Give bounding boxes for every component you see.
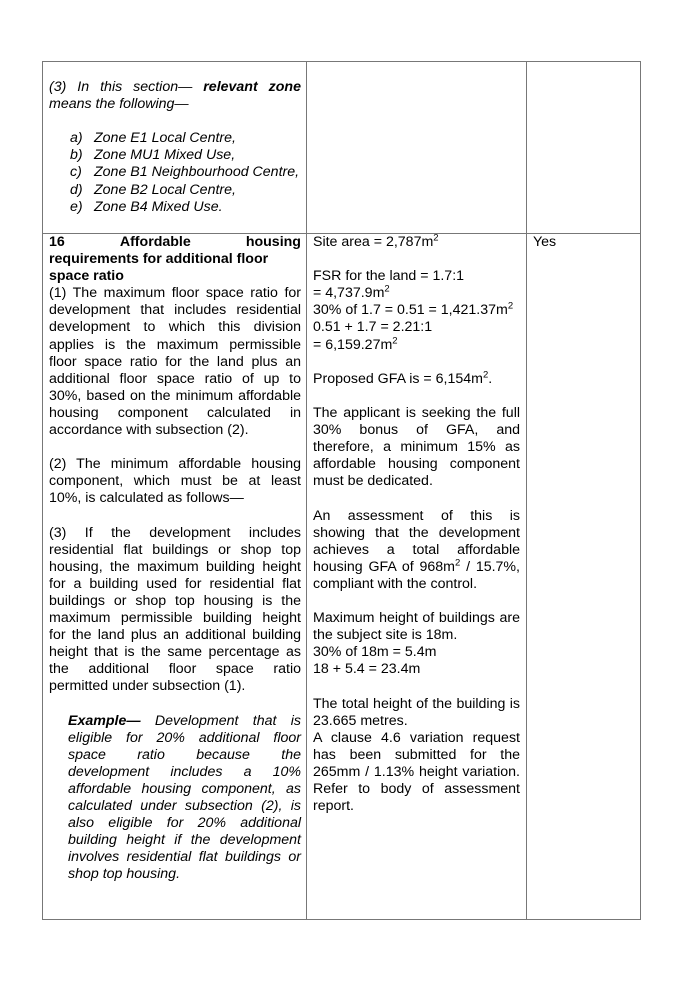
definition-term: relevant zone	[203, 79, 301, 95]
table-border-right	[640, 61, 641, 920]
table-border-left	[42, 61, 43, 920]
subsection-1: (1) The maximum floor space ratio for development that includes residential development to which this division applies is the maximum permissible floor space ratio for the land plus an additional floor space ratio of up to 30%, based on the minimum affordable housing component calculated in accordance with subsection (2).	[49, 285, 301, 439]
total-area: = $6,159.27m^2$	[313, 334, 398, 353]
height-max: Maximum height of buildings are the subject site is 18m.	[313, 610, 520, 644]
list-item: c) Zone B1 Neighbourhood Centre,	[70, 164, 300, 181]
list-item: b) Zone MU1 Mixed Use,	[70, 147, 236, 164]
subsection-3: (3) If the development includes residential flat buildings or shop top housing, the maximum building height for a building used for residential flat buildings or shop top housing is the maximum permissible building height for the land plus an additional building height that is the same percentage as the additional floor space ratio permitted under subsection (1).	[49, 524, 301, 695]
site-area: Site area = $2,787m^2$	[313, 232, 439, 250]
clause-example: Example— Development that is eligible for 20% additional floor space ratio because the development includes a 10% affordable housing component, as calculated under subsection (2), is also eligible for 20% additional building height if the development involves residential flat buildings or shop top housing.	[68, 712, 301, 883]
total-ratio: 0.51 + 1.7 = 2.21:1	[313, 319, 433, 336]
building-height: The total height of the building is 23.665 metres.	[313, 695, 520, 729]
fsr-area: = $4,737.9m^2$	[313, 283, 390, 302]
clause-heading: 16 Affordable housing requirements for additional floor space ratio	[49, 234, 301, 285]
list-item: d) Zone B2 Local Centre,	[70, 181, 236, 198]
list-item: e) Zone B4 Mixed Use.	[70, 198, 223, 215]
assessment-statement: An assessment of this is showing that the development achieves a total affordable housing GFA of $968m^2 / 15.7\%$, compliant with the control.	[313, 507, 520, 592]
table-border-top	[42, 61, 641, 62]
column-divider-1	[306, 61, 307, 920]
proposed-gfa: Proposed GFA is = $6,154m^2$.	[313, 369, 493, 387]
assessment-comments	[313, 234, 520, 815]
fsr-land: FSR for the land = 1.7:1	[313, 268, 465, 285]
height-bonus: 30% of 18m = 5.4m	[313, 644, 437, 661]
variation-note: A clause 4.6 variation request has been submitted for the 265mm / 1.13% height variation. Refer to body of assessment report.	[313, 729, 520, 815]
height-total: 18 + 5.4 = 23.4m	[313, 661, 421, 678]
relevant-zone-definition	[49, 79, 301, 216]
bonus-statement: The applicant is seeking the full 30% bonus of GFA, and therefore, a minimum 15% as affordable housing component must be dedicated.	[313, 404, 520, 490]
subsection-2: (2) The minimum affordable housing component, which must be at least 10%, is calculated as follows—	[49, 456, 301, 507]
bonus-calc: 30% of $1.7 = 0.51 = 1,421.37m^2$	[313, 300, 514, 319]
definition-prefix: (3) In this section—	[49, 79, 204, 95]
compliance-status: Yes	[533, 234, 557, 250]
definition-suffix: means the following—	[49, 96, 189, 113]
column-divider-2	[526, 61, 527, 920]
clause-16-text	[49, 234, 301, 884]
zone-list	[49, 130, 301, 215]
list-item: a) Zone E1 Local Centre,	[70, 130, 236, 147]
compliance-table	[42, 61, 641, 920]
table-border-bottom	[42, 919, 641, 920]
